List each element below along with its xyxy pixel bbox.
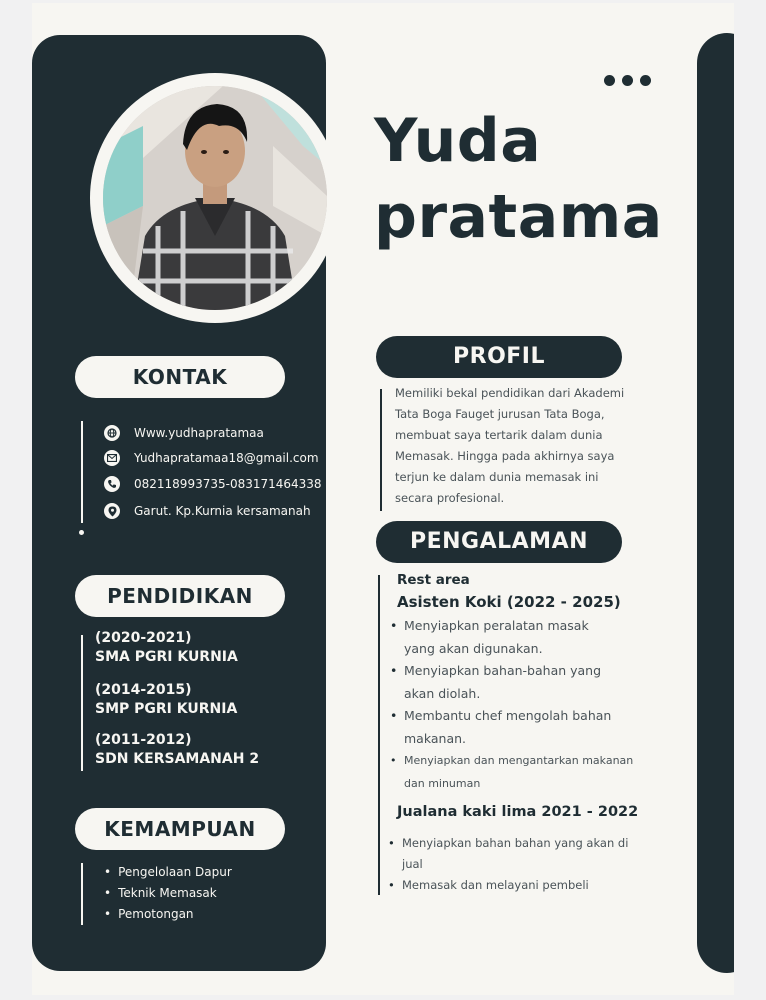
job2-title: Jualana kaki lima 2021 - 2022 [397,804,639,820]
duty-item: • Menyiapkan bahan bahan yang akan di jual [388,833,628,875]
profile-photo [103,86,327,310]
profile-line-text: secara profesional. [395,491,505,505]
education-years: (2011-2012) [95,732,192,748]
name-heading [374,103,663,255]
profile-line-text: Memasak. Hingga pada akhirnya saya [395,449,615,463]
phone-icon [104,476,120,492]
duty-item: • Menyiapkan peralatan masak yang akan digunakan. [390,615,633,660]
education-years: (2014-2015) [95,682,192,698]
globe-icon [104,425,120,441]
contact-heading: KONTAK [75,356,285,398]
profile-heading: PROFIL [376,336,622,378]
location-pin-icon [104,503,120,519]
resume-page [32,3,734,995]
profile-line-text: Memiliki bekal pendidikan dari Akademi [395,386,625,400]
contact-website[interactable] [104,425,264,441]
address-text: Garut. Kp.Kurnia kersamanah [134,504,311,518]
contact-address [104,503,311,519]
experience-heading: PENGALAMAN [376,521,622,563]
education-years: (2020-2021) [95,630,192,646]
website-text: Www.yudhapratamaa [134,426,264,440]
last-name: pratama [374,182,663,252]
job-role: Asisten Koki (2022 - 2025) [397,593,621,611]
education-item [95,681,237,719]
skills-line [81,863,83,925]
education-school: SDN KERSAMANAH 2 [95,751,260,767]
duty-item: • Menyiapkan bahan-bahan yang akan diolah. [390,660,633,705]
skill-item: • Pemotongan [104,904,232,925]
phone-text: 082118993735-083171464338 [134,477,322,491]
email-text: Yudhapratamaa18@gmail.com [134,451,319,465]
skills-heading: KEMAMPUAN [75,808,285,850]
profile-line-text: Tata Boga Fauget jurusan Tata Boga, [395,407,605,421]
education-school: SMA PGRI KURNIA [95,649,238,665]
mail-icon [104,450,120,466]
duty-item: • Menyiapkan dan mengantarkan makanan dan minuman [390,750,633,795]
contact-line-dot [79,530,84,535]
skill-item: • Pengelolaan Dapur [104,862,232,883]
education-item [95,629,238,667]
profile-line [380,389,382,511]
experience-line [378,575,380,895]
duty-item: • Membantu chef mengolah bahan makanan. [390,705,633,750]
education-item [95,731,259,769]
education-school: SMP PGRI KURNIA [95,701,238,717]
job-place: Rest area [397,572,470,588]
contact-phone[interactable] [104,476,322,492]
more-options-icon[interactable] [604,75,651,86]
profile-line-text: membuat saya tertarik dalam dunia [395,428,603,442]
profile-text [395,383,655,509]
profile-line-text: terjun ke dalam dunia memasak ini [395,470,599,484]
skills-list [104,862,232,925]
job2-duties [388,833,628,896]
first-name: Yuda [374,106,542,176]
job1-duties [390,615,633,795]
education-heading: PENDIDIKAN [75,575,285,617]
education-line [81,635,83,771]
skill-item: • Teknik Memasak [104,883,232,904]
right-decor-bar [697,33,734,973]
duty-item: • Memasak dan melayani pembeli [388,875,628,896]
contact-line [81,421,83,523]
contact-email[interactable] [104,450,319,466]
